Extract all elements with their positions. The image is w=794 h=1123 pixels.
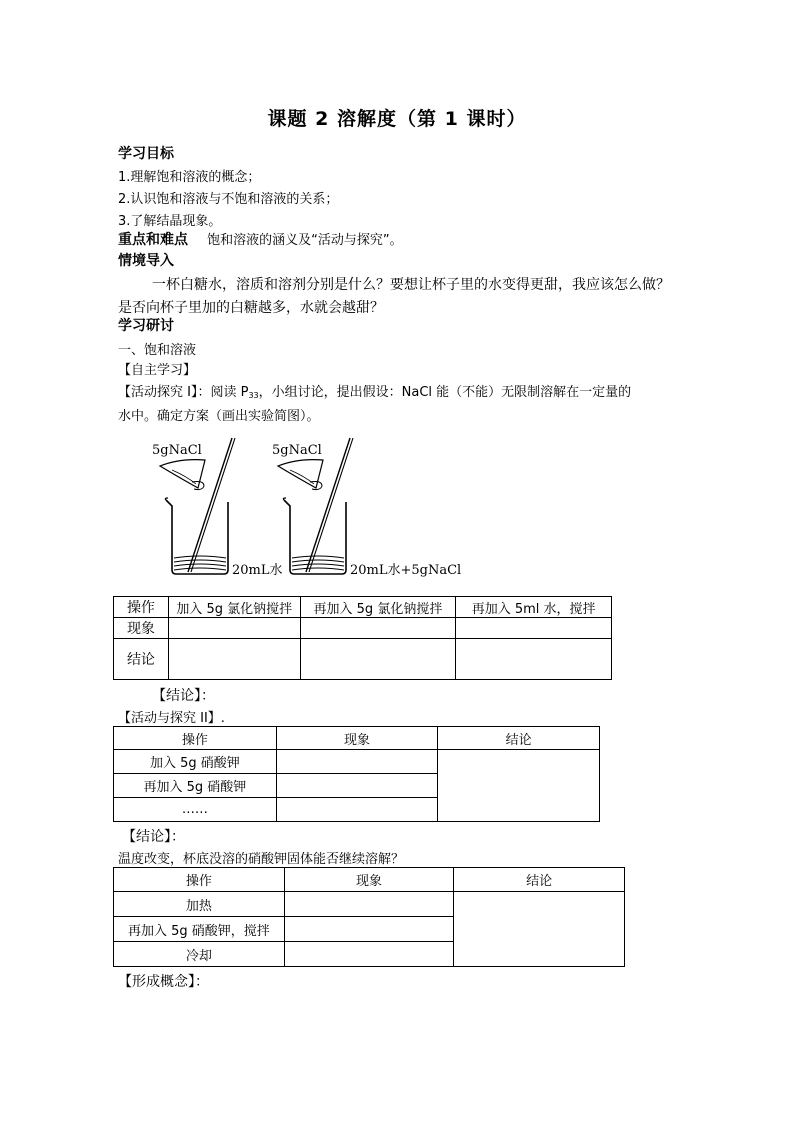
row-label: 冷却 [114, 942, 285, 967]
table-cell[interactable] [300, 618, 456, 639]
table-header: 再加入 5ml 水，搅拌 [456, 597, 612, 618]
table-cell[interactable] [284, 892, 454, 917]
self-study-label: 【自主学习】 [118, 363, 197, 378]
subsection-title: 一、饱和溶液 [118, 343, 197, 358]
table-cell[interactable] [276, 798, 438, 822]
row-label: 结论 [114, 639, 169, 680]
conclusion-cell[interactable] [438, 750, 600, 822]
table-cell[interactable] [284, 942, 454, 967]
left-beaker-label: 20mL水 [232, 563, 283, 578]
table-row [114, 750, 600, 774]
intro-text: 一杯白糖水，溶质和溶剂分别是什么？要想让杯子里的水变得更甜，我应该怎么做？ [152, 277, 670, 293]
table-cell[interactable] [300, 639, 456, 680]
conclusion-cell[interactable] [454, 892, 625, 967]
rod-icon [188, 438, 232, 572]
row-label: …… [114, 798, 277, 822]
table-row [114, 892, 625, 917]
section-study: 学习研讨 [118, 318, 174, 334]
table-row [114, 618, 612, 639]
table-header: 再加入 5g 氯化钠搅拌 [300, 597, 456, 618]
table-cell[interactable] [276, 774, 438, 798]
concept-label: 【形成概念】： [118, 974, 209, 990]
activity-1: 【活动探究 I】：阅读 $P_{33}$，小组讨论，提出假设：NaCl 能（不能）无限制溶解在一定量的 [118, 385, 632, 400]
table-temperature [113, 867, 625, 967]
table-row [114, 639, 612, 680]
table-cell[interactable] [168, 639, 300, 680]
row-label: 加入 5g 硝酸钾 [114, 750, 277, 774]
table-header: 结论 [454, 868, 625, 892]
table-header: 操作 [114, 727, 277, 750]
paper-icon [278, 460, 323, 488]
table-cell[interactable] [456, 639, 612, 680]
table-header: 现象 [276, 727, 438, 750]
section-intro: 情境导入 [118, 253, 174, 269]
key-points [118, 229, 403, 249]
right-salt-label: 5gNaCl [272, 443, 322, 458]
rod-icon [306, 438, 350, 572]
activity-1-line2: 水中。确定方案（画出实验简图）。 [118, 409, 320, 424]
table-header: 结论 [438, 727, 600, 750]
row-label: 再加入 5g 硝酸钾 [114, 774, 277, 798]
beaker-icon [166, 500, 228, 574]
left-salt-label: 5gNaCl [152, 443, 202, 458]
goal-item: 3.了解结晶现象。 [118, 214, 222, 229]
table-activity-2 [113, 726, 600, 822]
beaker-icon [284, 500, 346, 574]
table-cell[interactable] [284, 917, 454, 942]
question-text: 温度改变，杯底没溶的硝酸钾固体能否继续溶解？ [118, 852, 405, 867]
goal-item: 2.认识饱和溶液与不饱和溶液的关系； [118, 192, 339, 207]
activity-2: 【活动与探究 II】. [118, 711, 225, 726]
row-label: 再加入 5g 硝酸钾，搅拌 [114, 917, 285, 942]
conclusion-label: 【结论】： [152, 688, 215, 704]
table-header-row [114, 868, 625, 892]
table-header: 加入 5g 氯化钠搅拌 [168, 597, 300, 618]
right-beaker-label: 20mL水+5gNaCl [350, 563, 462, 578]
table-cell[interactable] [456, 618, 612, 639]
page-title: 课题 2 溶解度（第 1 课时） [267, 108, 527, 130]
left-apparatus [152, 438, 283, 578]
table-header: 操作 [114, 597, 169, 618]
table-cell[interactable] [276, 750, 438, 774]
right-apparatus [272, 438, 461, 578]
paper-icon [160, 460, 205, 488]
experiment-figure [150, 436, 470, 582]
row-label: 现象 [114, 618, 169, 639]
row-label: 加热 [114, 892, 285, 917]
conclusion-label: 【结论】： [122, 829, 185, 845]
table-activity-1 [113, 596, 612, 680]
table-header-row [114, 597, 612, 618]
key-points-text: 饱和溶液的涵义及“活动与探究”。 [207, 233, 403, 248]
table-header-row [114, 727, 600, 750]
section-goals: 学习目标 [118, 146, 174, 162]
intro-text: 是否向杯子里加的白糖越多，水就会越甜？ [118, 300, 384, 316]
table-header: 现象 [284, 868, 454, 892]
goal-item: 1.理解饱和溶液的概念； [118, 170, 261, 185]
table-header: 操作 [114, 868, 285, 892]
table-cell[interactable] [168, 618, 300, 639]
key-points-label: 重点和难点 [118, 232, 188, 248]
